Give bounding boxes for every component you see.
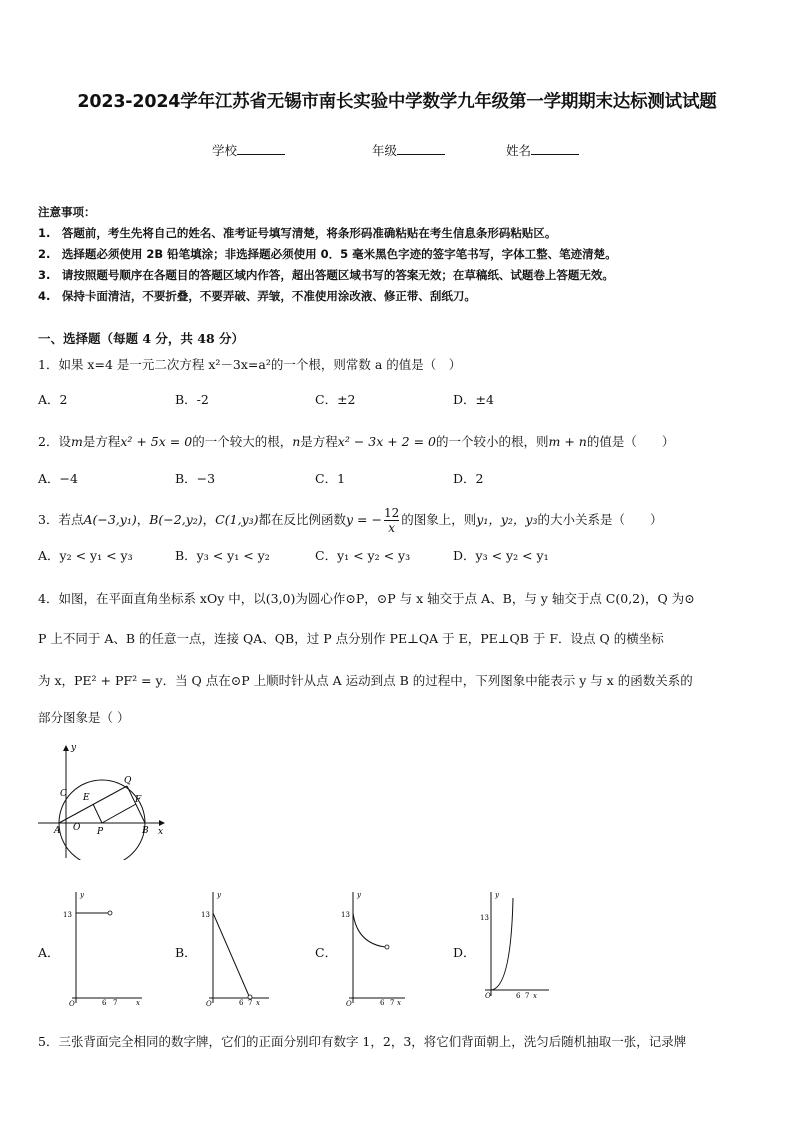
graph-d-curve [491, 898, 513, 990]
q4-circle-figure [36, 742, 168, 860]
q2-option-b[interactable]: B．−3 [175, 471, 216, 486]
section-heading: 一、选择题（每题 4 分，共 48 分） [38, 331, 245, 346]
notice-item-1: 1. 答题前，考生先将自己的姓名、准考证号填写清楚，将条形码准确粘贴在考生信息条形码粘贴区。 [38, 226, 557, 240]
q2-stem [38, 432, 674, 450]
q2-text: 的一个较大的根， [192, 434, 293, 449]
q2-option-c[interactable]: C．1 [315, 471, 346, 486]
q4-option-a[interactable]: A． [38, 945, 60, 960]
graph-b-label-x: x [256, 999, 260, 1006]
q1-option-d[interactable]: D．±4 [453, 392, 494, 407]
grade-field[interactable] [372, 141, 445, 159]
q3-denominator: x [388, 521, 396, 535]
q1-stem: 1．如果 x=4 是一元二次方程 x²－3x=a²的一个根，则常数 a 的值是（ ） [38, 357, 462, 372]
q3-option-d[interactable]: D．y₃ < y₂ < y₁ [453, 548, 549, 563]
name-label: 姓名 [506, 143, 532, 158]
q3-text: 都在反比例函数 [258, 512, 347, 527]
segment-pe [93, 804, 102, 823]
circle-p [59, 780, 145, 860]
label-y: y [71, 743, 77, 753]
label-e: E [83, 793, 90, 803]
q3-option-c[interactable]: C．y₁ < y₂ < y₃ [315, 548, 411, 563]
label-o: O [73, 823, 81, 833]
graph-c-label-6: 6 [380, 999, 385, 1006]
graph-a-label-6: 6 [102, 999, 107, 1006]
q3-numerator: 12 [383, 506, 400, 520]
q3-option-a[interactable]: A．y₂ < y₁ < y₃ [38, 548, 133, 563]
graph-d-label-y: y [495, 891, 499, 899]
graph-d-label-o: O [485, 992, 491, 1000]
q2-eq2: x² − 3x + 2 = 0 [337, 434, 437, 449]
q3-text: 的图象上，则 [401, 512, 477, 527]
q4-line-1: 4．如图，在平面直角坐标系 xOy 中，以(3,0)为圆心作⊙P，⊙P 与 x 轴交于点 A、B，与 y 轴交于点 C(0,2)，Q 为⊙ [38, 591, 695, 606]
label-x: x [158, 827, 164, 837]
q2-option-a[interactable]: A．−4 [38, 471, 78, 486]
q2-eq1: x² + 5x = 0 [120, 434, 193, 449]
q1-option-a[interactable]: A．2 [38, 392, 68, 407]
q2-text: 的值是（ ） [586, 434, 675, 449]
graph-b-label-13: 13 [201, 911, 210, 919]
q1-option-c[interactable]: C．±2 [315, 392, 356, 407]
graph-a-label-y: y [80, 891, 84, 899]
q4-line-2: P 上不同于 A、B 的任意一点，连接 QA、QB，过 P 点分别作 PE⊥QA 于 E，PE⊥QB 于 F．设点 Q 的横坐标 [38, 631, 664, 646]
graph-b-curve [213, 913, 249, 996]
graph-a-label-13: 13 [63, 911, 72, 919]
label-p: P [97, 827, 104, 837]
q2-mn: m + n [548, 434, 587, 449]
segment-pf [102, 804, 136, 823]
q4-graph-b[interactable] [199, 888, 283, 1006]
graph-a-label-7: 7 [113, 999, 118, 1006]
graph-c-label-13: 13 [341, 911, 350, 919]
school-label: 学校 [212, 143, 238, 158]
q2-option-d[interactable]: D．2 [453, 471, 484, 486]
grade-blank[interactable] [397, 142, 445, 155]
school-blank[interactable] [237, 142, 285, 155]
q3-stem: 3．若点A(−3,y₁)，B(−2,y₂)，C(1,y₃)都在反比例函数y = − $\frac{12}{x}$ 的图象上，则y₁，y₂，y₃的大小关系是（ ） [38, 506, 663, 535]
page-title: 2023-2024学年江苏省无锡市南长实验中学数学九年级第一学期期末达标测试试题 [77, 92, 717, 112]
q3-vars: y₁，y₂，y₃ [476, 512, 538, 527]
graph-c-label-7: 7 [390, 999, 395, 1006]
name-blank[interactable] [531, 142, 579, 155]
q2-text: 2．设 [38, 434, 71, 449]
label-c: C [60, 789, 67, 799]
graph-d-label-13: 13 [480, 914, 489, 922]
q4-option-d[interactable]: D． [453, 945, 476, 960]
q4-option-b[interactable]: B． [175, 945, 197, 960]
graph-d-label-7: 7 [525, 992, 530, 1000]
q5-stem: 5．三张背面完全相同的数字牌，它们的正面分别印有数字 1，2，3，将它们背面朝上，洗匀后随机抽取一张，记录牌 [38, 1034, 687, 1049]
q3-function: y = − [346, 512, 382, 527]
q4-graph-c[interactable] [339, 888, 423, 1006]
graph-d-label-6: 6 [516, 992, 521, 1000]
q1-option-b[interactable]: B．-2 [175, 392, 209, 407]
graph-a-label-x: x [136, 999, 140, 1006]
q2-n: n [292, 434, 301, 449]
q2-text: 是方程 [300, 434, 338, 449]
label-q: Q [124, 776, 132, 786]
graph-b-label-7: 7 [248, 999, 253, 1006]
notice-heading: 注意事项： [38, 205, 96, 219]
q4-line-3: 为 x，PE² + PF² = y．当 Q 点在⊙P 上顺时针从点 A 运动到点 B 的过程中，下列图象中能表示 y 与 x 的函数关系的 [38, 673, 693, 688]
graph-c-curve [353, 913, 385, 947]
graph-b-label-6: 6 [239, 999, 244, 1006]
q3-point-c: C(1,y₃) [215, 512, 259, 527]
q3-text: 的大小关系是（ ） [537, 512, 663, 527]
graph-b-label-o: O [206, 1000, 212, 1006]
label-a: A [54, 826, 61, 836]
graph-b-label-y: y [217, 891, 221, 899]
q4-graph-d[interactable] [479, 888, 563, 1006]
graph-a-label-o: O [69, 1000, 75, 1006]
q3-point-a: A(−3,y₁) [83, 512, 137, 527]
q3-option-b[interactable]: B．y₃ < y₁ < y₂ [175, 548, 270, 563]
grade-label: 年级 [372, 143, 398, 158]
q3-fraction [384, 506, 399, 535]
label-b: B [142, 826, 149, 836]
notice-item-3: 3. 请按照题号顺序在各题目的答题区域内作答，超出答题区域书写的答案无效；在草稿纸、试题卷上答题无效。 [38, 268, 614, 282]
notice-item-4: 4. 保持卡面清洁，不要折叠，不要弄破、弄皱，不准使用涂改液、修正带、刮纸刀。 [38, 289, 476, 303]
q2-text: 是方程 [82, 434, 121, 449]
q4-option-c[interactable]: C． [315, 945, 338, 960]
q2-text: 的一个较小的根，则 [436, 434, 549, 449]
school-field[interactable] [212, 141, 285, 159]
label-f: F [135, 795, 142, 805]
graph-c-label-x: x [397, 999, 401, 1006]
q4-line-4: 部分图象是（ ） [38, 710, 130, 725]
q3-text: 3．若点 [38, 512, 84, 527]
graph-c-label-o: O [346, 1000, 352, 1006]
q3-point-b: B(−2,y₂) [149, 512, 203, 527]
name-field[interactable] [506, 141, 579, 159]
notice-item-2: 2. 选择题必须使用 2B 铅笔填涂；非选择题必须使用 0．5 毫米黑色字迹的签字笔书写，字体工整、笔迹清楚。 [38, 247, 617, 261]
q4-graph-a[interactable] [62, 888, 146, 1006]
q2-m: m [70, 434, 83, 449]
graph-c-label-y: y [357, 891, 361, 899]
graph-d-label-x: x [533, 992, 537, 1000]
